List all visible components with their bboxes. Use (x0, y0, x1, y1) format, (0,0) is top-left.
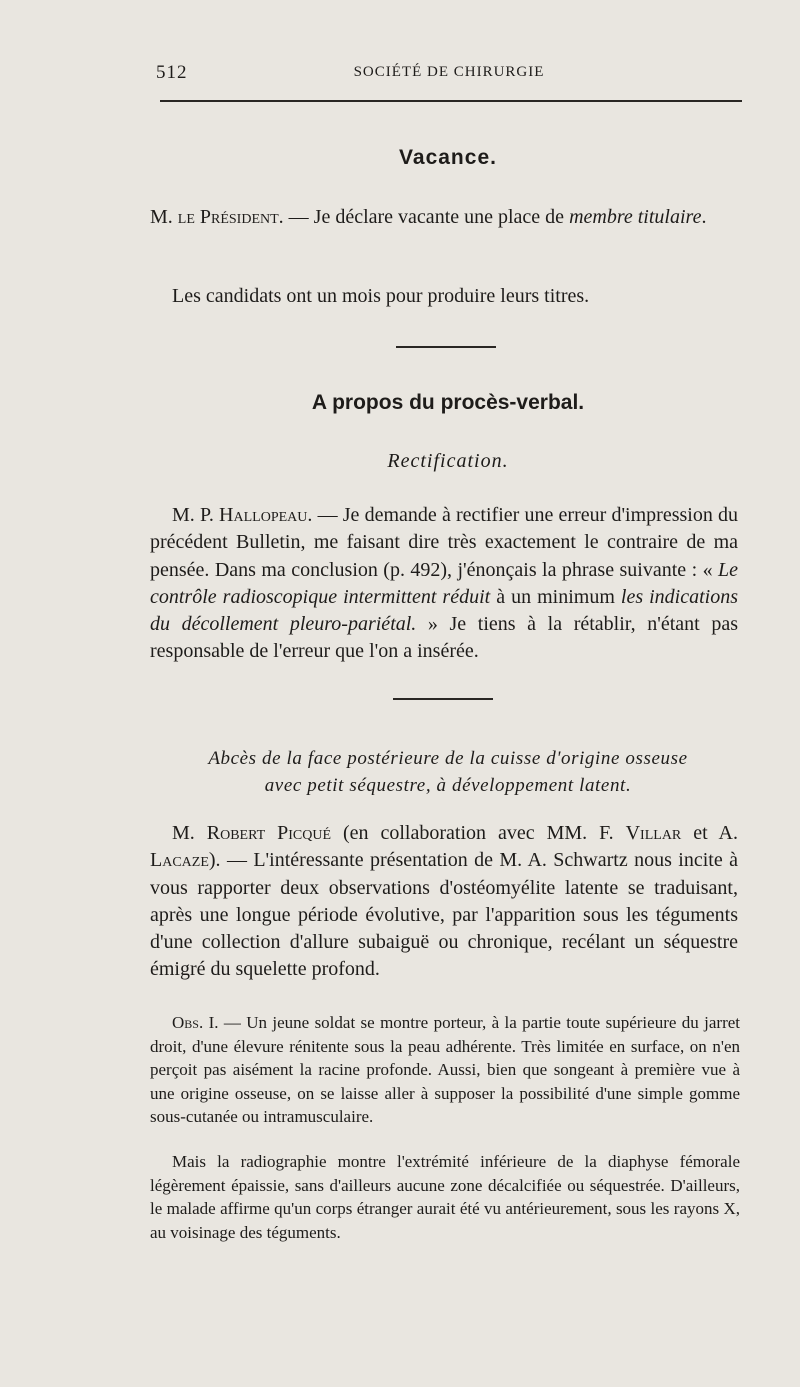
section-title-vacance: Vacance. (399, 146, 497, 169)
hallopeau-quote-a: Le contrôle radioscopique intermittent réduit (150, 558, 738, 608)
paragraph-vacance (150, 204, 738, 231)
hallopeau-quote-b: les indications du décollement pleuro-pariétal. (150, 585, 738, 636)
paragraph-picque (150, 820, 738, 984)
subtitle-rectification: Rectification. (387, 450, 509, 472)
speaker-picque: M. Robert Picqué (172, 822, 332, 844)
name-villar: Villar (625, 822, 682, 844)
hallopeau-text-c: » Je tiens à la rétablir, n'étant pas responsable de l'erreur que l'on a insérée. (150, 613, 738, 663)
picque-text-c: ). — L'intéressante présentation de M. A. Schwartz nous incite à vous rapporter deux observations d'ostéomyélite latente se traduisant, après une longue période évolutive, par l'apparition sous les téguments d'une collection d'allure subaiguë ou chronique, recélant un séquestre émigré du squelette profond. (150, 849, 738, 981)
observation-paragraph (150, 1011, 740, 1129)
section-title-proces-verbal: A propos du procès-verbal. (311, 391, 585, 414)
vacance-text: — Je déclare vacante une place de (283, 206, 570, 228)
hallopeau-text-a: — Je demande à rectifier une erreur d'impression du précédent Bulletin, me faisant dire très exactement le contraire de ma pensée. Dans ma conclusion (p. 492), j'énonçais la phrase suivante : « (150, 504, 739, 581)
page-header (156, 62, 742, 88)
running-title: SOCIÉTÉ DE CHIRURGIE (353, 64, 545, 80)
speaker-president: M. le Président. (150, 206, 284, 228)
header-rule (160, 100, 742, 102)
picque-text-a: (en collaboration avec MM. F. (331, 822, 626, 844)
page-number: 512 (156, 62, 188, 83)
abces-title-line-2: avec petit séquestre, à développement latent. (264, 775, 632, 796)
abces-title-line-1: Abcès de la face postérieure de la cuisse d'origine osseuse (208, 748, 688, 769)
section-separator (393, 698, 493, 700)
name-lacaze: Lacaze (150, 849, 209, 872)
speaker-hallopeau: M. P. Hallopeau. (172, 504, 313, 526)
obs-text: — Un jeune soldat se montre porteur, à la partie toute supérieure du jarret droit, d'une élevure rénitente sous la peau adhérente. Très limitée en surface, on n'en perçoit pas aisément la racine profonde. Aussi, bien que songeant à première vue à une origine osseuse, on se laisse aller à supposer la possibilité d'une simple gomme sous-cutanée ou intramusculaire. (150, 1013, 740, 1127)
section-separator (396, 346, 496, 348)
vacance-italic: membre titulaire (569, 206, 702, 228)
picque-text-b: et A. (681, 822, 738, 844)
hallopeau-text-b: à un minimum (490, 585, 621, 608)
section-title-abces (150, 745, 746, 799)
vacance-end: . (701, 206, 707, 228)
paragraph-candidats: Les candidats ont un mois pour produire leurs titres. (172, 285, 590, 307)
obs-label: Obs. I. (172, 1013, 219, 1032)
observation-paragraph-2: Mais la radiographie montre l'extrémité inférieure de la diaphyse fémorale légèrement épaissie, sans d'ailleurs aucune zone décalcifiée ou séquestrée. D'ailleurs, le malade affirme qu'un corps étranger aurait été vu antérieurement, sous les rayons X, au voisinage des téguments. (150, 1152, 740, 1242)
paragraph-hallopeau (150, 502, 738, 666)
